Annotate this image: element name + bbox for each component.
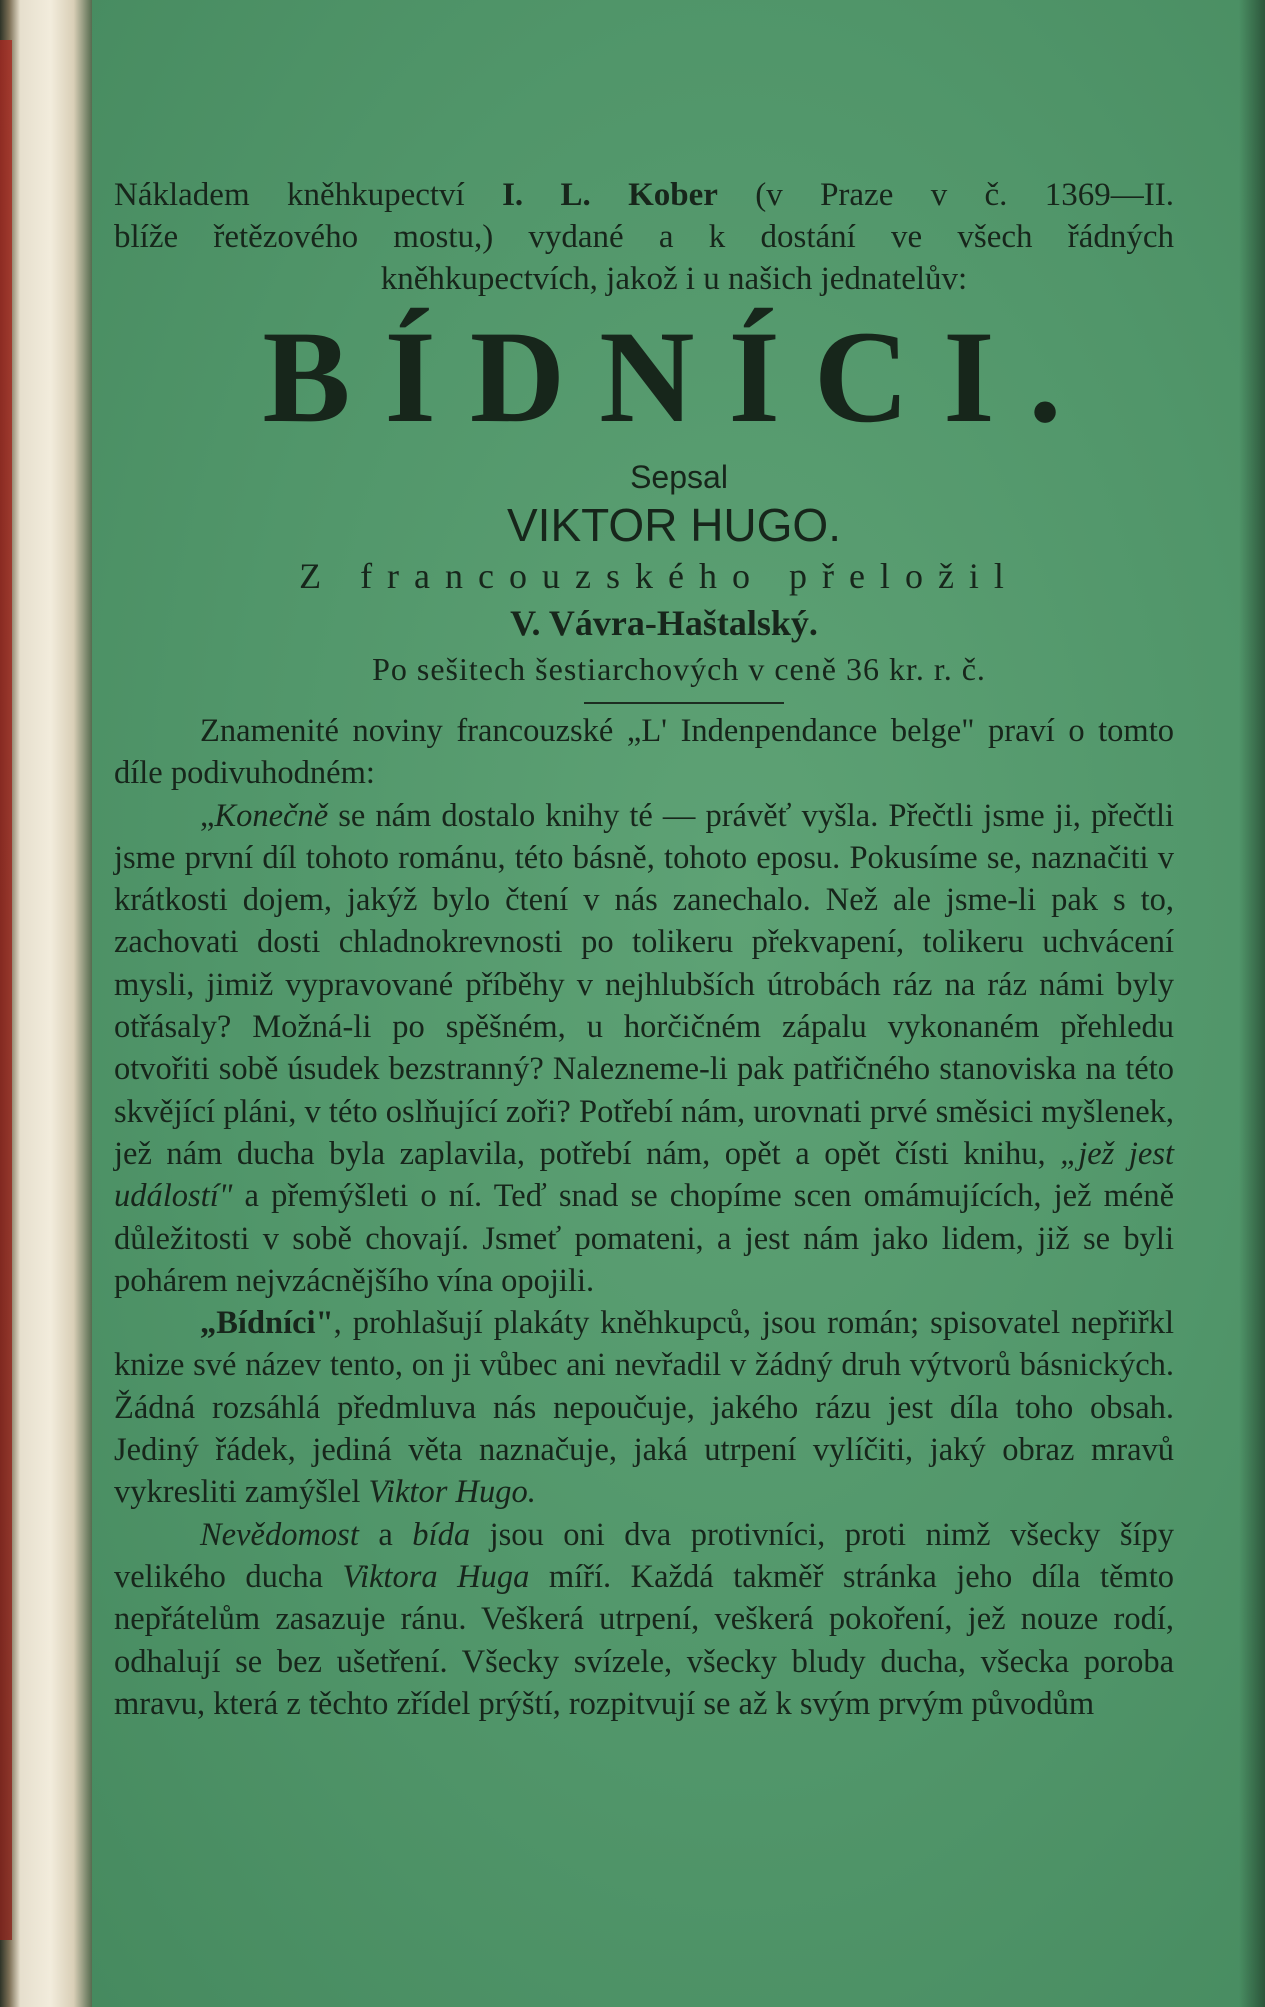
paragraph-4 — [114, 1514, 1174, 1725]
publisher-note — [114, 174, 1174, 300]
price-line: Po sešitech šestiarchových v ceně 36 kr. r. č. — [372, 651, 986, 687]
paragraph-3-text: , prohlašují plakáty kněhkupců, jsou román; spisovatel nepřiřkl knize své název tento, on ji vůbec ani nevřadil v žádný druh výtvorů básnických. Žádná rozsáhlá předmluva nás nepoučuje, jakého rázu jest díla toho obsah. Jediný řádek, jediná věta naznačuje, jaká utrpení vylíčiti, jaký obraz mravů vykresliti zamýšlel — [114, 1305, 1174, 1511]
translator-name: V. Vávra-Haštalský. — [510, 603, 818, 643]
paragraph-1: Znamenité noviny francouzské „L' Indenpendance belge" praví o tomto díle podivuhodném: — [114, 713, 1174, 792]
paragraph-2-italic-word: Konečně — [214, 797, 329, 834]
paragraph-4-italic-1: Nevědomost — [200, 1516, 359, 1553]
paragraph-4-text-1: a — [358, 1516, 413, 1553]
book-page — [92, 0, 1265, 2007]
publisher-name: I. L. Kober — [502, 177, 718, 213]
publisher-note-line-1 — [114, 174, 1174, 216]
paragraph-4-italic-3: Viktora Huga — [342, 1558, 530, 1595]
translated-from-label: Z francouzského přeložil — [299, 556, 1019, 596]
paragraph-4-text-2: jsou oni dva protivníci, proti nimž všecky šípy velikého ducha — [114, 1516, 1174, 1595]
paragraph-3-bold-title: „Bídníci" — [200, 1305, 334, 1342]
publisher-note-line-2: blíže řetězového mostu,) vydané a k dostání ve všech řádných — [114, 219, 1174, 255]
paragraph-3-italic-author: Viktor Hugo. — [368, 1474, 536, 1511]
paragraph-4-italic-2: bída — [412, 1516, 471, 1553]
paragraph-2-text-end: a přemýšleti o ní. Teď snad se chopíme scen omámujících, jež méně důležitosti v sobě chovají. Jsmeť pomateni, a jest nám jako lidem, již se byli pohárem nejvzácnějšího vína opojili. — [114, 1178, 1174, 1299]
page-content — [114, 174, 1174, 1725]
paragraph-2-open-quote: „ — [200, 797, 215, 834]
review-text — [114, 710, 1174, 1725]
publisher-note-line-3: kněhkupectvích, jakož i u našich jednatelův: — [380, 261, 968, 297]
section-divider — [584, 702, 784, 704]
book-spine-edge — [0, 0, 92, 2007]
paragraph-3 — [114, 1302, 1174, 1513]
paragraph-4-text-3: míří. Každá takměř stránka jeho díla těmto nepřátelům zasazuje ránu. Veškerá utrpení, veškerá pokoření, jež nouze rodí, odhalují se bez ušetření. Všecky svízele, všecky bludy ducha, všecka poroba mravu, která z těchto zřídel prýští, rozpitvují se až k svým prvým původům — [114, 1558, 1174, 1722]
publisher-note-text-b: (v Praze v č. 1369—II. — [717, 177, 1174, 213]
paragraph-2 — [114, 795, 1174, 1303]
paragraph-2-text: se nám dostalo knihy té — právěť vyšla. Přečtli jsme ji, přečtli jsme první díl tohoto románu, této básně, tohoto eposu. Pokusíme se, naznačiti v krátkosti dojem, jakýž bylo čtení v nás zanechalo. Než ale jsme-li pak s to, zachovati dosti chladnokrevnosti po tolikeru překvapení, tolikeru uchvácení mysli, jimiž vypravované příběhy v nejhlubších útrobách ráz na ráz námi byly otřásaly? Možná-li po spěšném, u horčičném zápalu vykonaném přehledu otvořiti sobě úsudek bezstranný? Nalezneme-li pak patřičného stanoviska na této skvějící pláni, v této oslňující zoři? Potřebí nám, urovnati prvé směsici myšlenek, jež nám ducha byla zaplavila, potřebí nám, opět a opět čísti knihu, — [114, 797, 1174, 1172]
written-by-label: Sepsal — [630, 459, 728, 495]
book-title: BÍDNÍCI. — [262, 303, 1096, 450]
spine-red-mark — [0, 40, 12, 1940]
author-name: VIKTOR HUGO. — [507, 499, 841, 551]
publisher-note-text-a: Nákladem kněhkupectví — [114, 177, 503, 213]
paragraph-2-italic-quote: „jež jest událostí" — [114, 1135, 1174, 1215]
